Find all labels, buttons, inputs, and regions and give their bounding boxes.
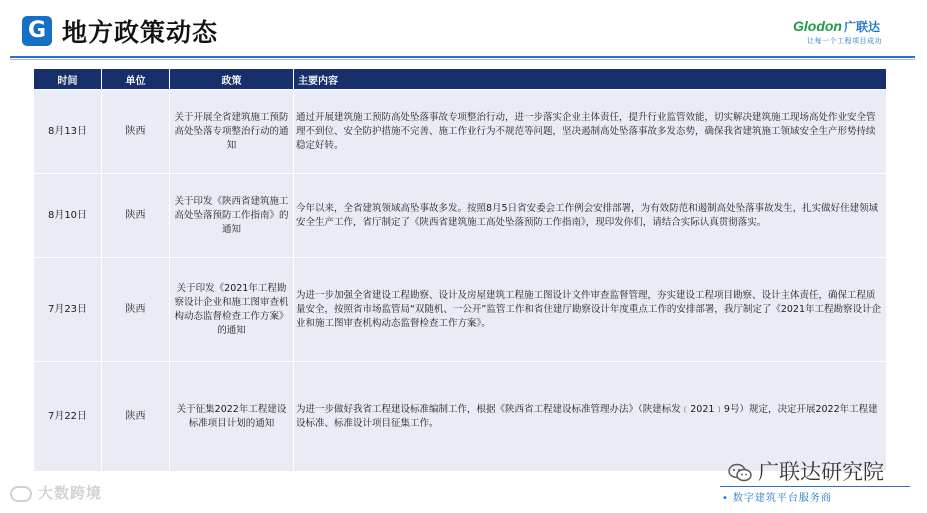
- header-divider-thin: [10, 59, 915, 60]
- row-unit: 陕西: [102, 90, 170, 174]
- page-title: 地方政策动态: [62, 18, 219, 47]
- table-header-row: [34, 69, 887, 90]
- column-header-policy: 政策: [170, 69, 294, 90]
- watermark: [10, 482, 102, 503]
- column-header-content: 主要内容: [294, 69, 887, 90]
- row-unit: 陕西: [102, 258, 170, 362]
- column-header-unit: 单位: [102, 69, 170, 90]
- row-content: 通过开展建筑施工预防高处坠落事故专项整治行动，进一步落实企业主体责任，提升行业监管效能，切实解决建筑施工现场高处作业安全管理不到位、安全防护措施不完善、施工作业行为不规范等问题，坚决遏制高处坠落事故多发态势，确保我省建筑施工领域安全生产形势持续稳定好转。: [294, 90, 887, 174]
- row-date: 8月13日: [34, 90, 102, 174]
- brand-name: [793, 18, 911, 35]
- brand-cn: 广联达: [844, 20, 881, 34]
- table-row: [34, 258, 887, 362]
- row-content: 为进一步做好我省工程建设标准编制工作，根据《陕西省工程建设标准管理办法》（陕建标发﹝2021﹞9号）规定，决定开展2022年工程建设标准、标准设计项目征集工作。: [294, 362, 887, 472]
- policy-table: [33, 68, 887, 472]
- column-header-date: 时间: [34, 69, 102, 90]
- watermark-logo-icon: [10, 486, 32, 502]
- row-date: 8月10日: [34, 174, 102, 258]
- footer-divider: [720, 486, 910, 487]
- table-row: [34, 90, 887, 174]
- wechat-account: [728, 456, 884, 486]
- brand-logo: [793, 18, 911, 46]
- wechat-name: 广联达研究院: [758, 460, 884, 484]
- slide-header: [0, 0, 927, 62]
- glodon-logo-icon: G: [22, 16, 52, 46]
- header-divider: [10, 56, 915, 58]
- row-policy: 关于印发《2021年工程勘察设计企业和施工图审查机构动态监督检查工作方案》的通知: [170, 258, 294, 362]
- row-unit: 陕西: [102, 362, 170, 472]
- brand-latin: Glodon: [793, 18, 842, 34]
- row-date: 7月23日: [34, 258, 102, 362]
- row-policy: 关于开展全省建筑施工预防高处坠落专项整治行动的通知: [170, 90, 294, 174]
- row-content: 今年以来，全省建筑领域高坠事故多发。按照8月5日省安委会工作例会安排部署，为有效防范和遏制高处坠落事故发生，扎实做好住建领域安全生产工作，省厅制定了《陕西省建筑施工高处坠落预防工作指南》，现印发你们，请结合实际认真贯彻落实。: [294, 174, 887, 258]
- service-label: [722, 489, 832, 504]
- service-text: 数字建筑平台服务商: [732, 493, 832, 504]
- row-unit: 陕西: [102, 174, 170, 258]
- row-date: 7月22日: [34, 362, 102, 472]
- row-policy: 关于征集2022年工程建设标准项目计划的通知: [170, 362, 294, 472]
- bullet-icon: •: [722, 493, 729, 504]
- watermark-text: 大数跨境: [38, 484, 103, 502]
- row-policy: 关于印发《陕西省建筑施工高处坠落预防工作指南》的通知: [170, 174, 294, 258]
- wechat-icon: [728, 463, 752, 483]
- table-row: [34, 174, 887, 258]
- table-row: [34, 362, 887, 472]
- brand-slogan: 让每一个工程项目成功: [807, 37, 882, 45]
- row-content: 为进一步加强全省建设工程勘察、设计及房屋建筑工程施工图设计文件审查监督管理，夯实建设工程项目勘察、设计主体责任，确保工程质量安全，按照省市场监管局“双随机、一公开”监管工作和省住建厅勘察设计年度重点工作的安排部署，我厅制定了《2021年工程勘察设计企业和施工图审查机构动态监督检查工作方案》。: [294, 258, 887, 362]
